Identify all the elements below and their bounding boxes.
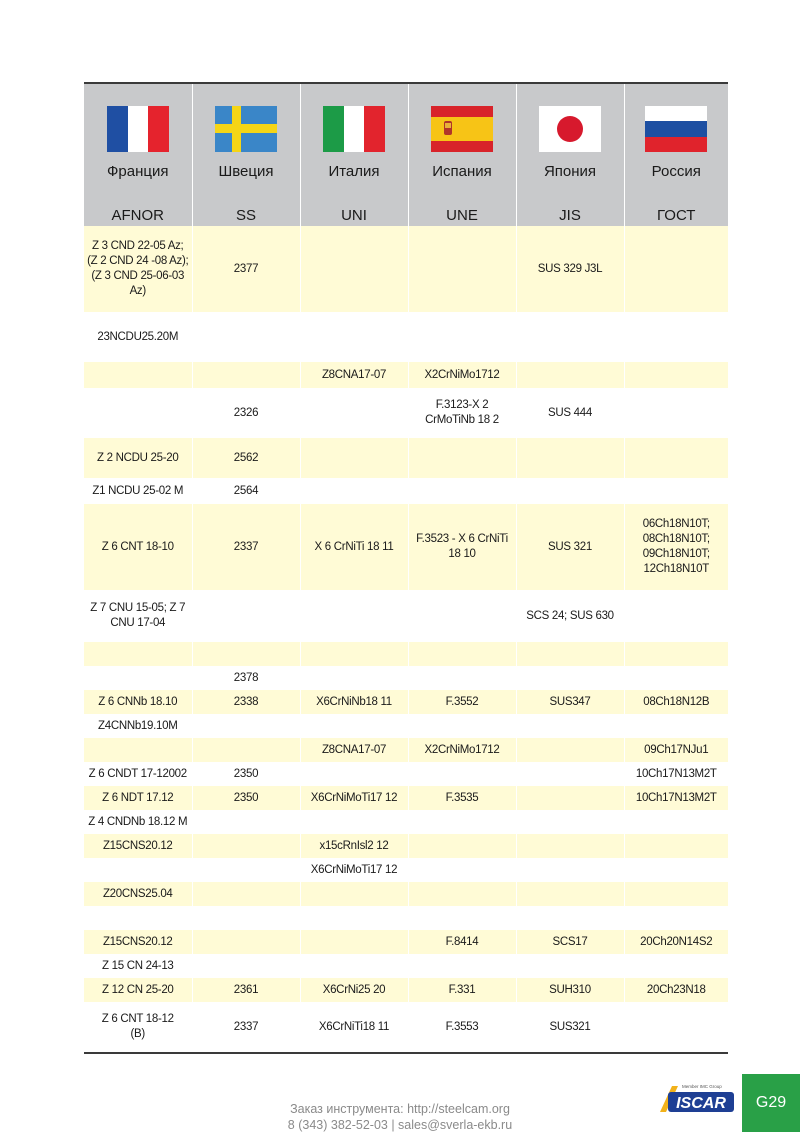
table-cell bbox=[300, 226, 408, 312]
table-cell bbox=[408, 666, 516, 690]
table-cell bbox=[408, 312, 516, 362]
table-cell: F.3523 - X 6 CrNiTi 18 10 bbox=[408, 504, 516, 590]
table-cell bbox=[624, 226, 728, 312]
table-cell bbox=[300, 810, 408, 834]
table-cell: 2562 bbox=[192, 438, 300, 478]
table-cell bbox=[624, 834, 728, 858]
table-cell bbox=[300, 666, 408, 690]
table-cell: F.3553 bbox=[408, 1002, 516, 1052]
table-cell bbox=[84, 642, 192, 666]
table-row bbox=[84, 738, 728, 762]
table-cell: F.331 bbox=[408, 978, 516, 1002]
iscar-logo-icon bbox=[658, 1082, 736, 1114]
table-cell bbox=[408, 590, 516, 642]
table-cell: 2338 bbox=[192, 690, 300, 714]
table-cell: SCS 24; SUS 630 bbox=[516, 590, 624, 642]
standard-label: UNE bbox=[446, 207, 478, 224]
steel-equivalents-table bbox=[84, 84, 728, 1052]
table-cell bbox=[408, 882, 516, 906]
contacts-line[interactable]: 8 (343) 382-52-03 | sales@sverla-ekb.ru bbox=[287, 1118, 513, 1132]
table-header-row bbox=[84, 84, 728, 226]
table-cell bbox=[624, 882, 728, 906]
table-cell: F.3123-X 2 CrMoTiNb 18 2 bbox=[408, 388, 516, 438]
italy-flag-icon bbox=[323, 106, 385, 152]
table-row bbox=[84, 388, 728, 438]
table-cell bbox=[300, 714, 408, 738]
table-cell bbox=[192, 362, 300, 388]
table-cell: x15cRnIsl2 12 bbox=[300, 834, 408, 858]
table-cell bbox=[516, 762, 624, 786]
table-cell: Z1 NCDU 25-02 M bbox=[84, 478, 192, 504]
table-cell bbox=[624, 590, 728, 642]
table-cell bbox=[624, 388, 728, 438]
country-label: Швеция bbox=[218, 163, 274, 180]
logo-tagline: Member IMC Group bbox=[682, 1084, 722, 1089]
table-cell bbox=[192, 738, 300, 762]
table-cell bbox=[516, 666, 624, 690]
header-italy bbox=[300, 84, 408, 226]
table-cell bbox=[300, 438, 408, 478]
table-row bbox=[84, 312, 728, 362]
table-cell bbox=[624, 1002, 728, 1052]
table-cell: 10Ch17N13M2T bbox=[624, 762, 728, 786]
table-cell: 2378 bbox=[192, 666, 300, 690]
japan-flag-icon bbox=[539, 106, 601, 152]
france-flag-icon bbox=[107, 106, 169, 152]
table-cell bbox=[516, 786, 624, 810]
table-cell: Z 6 CNDT 17-12002 bbox=[84, 762, 192, 786]
steel-equivalents-table-wrap bbox=[84, 82, 728, 1054]
table-cell: 2337 bbox=[192, 504, 300, 590]
table-cell: Z 6 CNNb 18.10 bbox=[84, 690, 192, 714]
table-cell bbox=[84, 738, 192, 762]
table-row bbox=[84, 882, 728, 906]
table-cell: 2326 bbox=[192, 388, 300, 438]
sweden-flag-icon bbox=[215, 106, 277, 152]
table-cell bbox=[192, 312, 300, 362]
table-row bbox=[84, 858, 728, 882]
table-cell bbox=[300, 762, 408, 786]
table-cell bbox=[192, 714, 300, 738]
table-cell: X6CrNi25 20 bbox=[300, 978, 408, 1002]
table-cell bbox=[408, 954, 516, 978]
table-cell bbox=[84, 362, 192, 388]
table-row bbox=[84, 954, 728, 978]
table-row bbox=[84, 786, 728, 810]
country-label: Испания bbox=[432, 163, 492, 180]
table-cell: 2337 bbox=[192, 1002, 300, 1052]
table-cell bbox=[624, 478, 728, 504]
table-cell: SUS 329 J3L bbox=[516, 226, 624, 312]
table-cell bbox=[300, 906, 408, 930]
table-cell: Z 12 CN 25-20 bbox=[84, 978, 192, 1002]
table-cell bbox=[516, 714, 624, 738]
table-cell bbox=[300, 478, 408, 504]
table-cell: Z4CNNb19.10M bbox=[84, 714, 192, 738]
table-row bbox=[84, 762, 728, 786]
table-cell: X6CrNiMoTi17 12 bbox=[300, 786, 408, 810]
table-cell: SUS347 bbox=[516, 690, 624, 714]
standard-label: JIS bbox=[559, 207, 581, 224]
table-cell bbox=[516, 438, 624, 478]
table-cell bbox=[624, 954, 728, 978]
table-cell bbox=[192, 810, 300, 834]
standard-label: SS bbox=[235, 207, 256, 224]
table-cell: SCS17 bbox=[516, 930, 624, 954]
table-cell: Z 2 NCDU 25-20 bbox=[84, 438, 192, 478]
table-row bbox=[84, 690, 728, 714]
table-cell bbox=[624, 906, 728, 930]
table-cell bbox=[408, 714, 516, 738]
table-cell: Z8CNA17-07 bbox=[300, 362, 408, 388]
table-cell: Z 7 CNU 15-05; Z 7 CNU 17-04 bbox=[84, 590, 192, 642]
table-cell bbox=[624, 858, 728, 882]
table-cell bbox=[300, 312, 408, 362]
table-cell bbox=[192, 954, 300, 978]
table-cell: X2CrNiMo1712 bbox=[408, 362, 516, 388]
standard-label: UNI bbox=[341, 207, 367, 224]
table-cell bbox=[624, 438, 728, 478]
table-cell: X2CrNiMo1712 bbox=[408, 738, 516, 762]
table-cell: 2350 bbox=[192, 762, 300, 786]
russia-flag-icon bbox=[645, 106, 707, 152]
table-cell bbox=[300, 388, 408, 438]
table-row bbox=[84, 478, 728, 504]
table-cell: 20Ch23N18 bbox=[624, 978, 728, 1002]
footer bbox=[200, 1101, 600, 1133]
table-cell: 09Ch17NJu1 bbox=[624, 738, 728, 762]
table-cell: Z15CNS20.12 bbox=[84, 930, 192, 954]
table-cell bbox=[192, 882, 300, 906]
table-cell bbox=[624, 642, 728, 666]
table-cell bbox=[408, 438, 516, 478]
order-link-line[interactable]: Заказ инструмента: http://steelcam.org bbox=[290, 1102, 510, 1116]
table-cell bbox=[192, 590, 300, 642]
table-cell bbox=[300, 642, 408, 666]
table-cell bbox=[84, 906, 192, 930]
table-cell: X 6 CrNiTi 18 11 bbox=[300, 504, 408, 590]
table-cell: Z 6 CNT 18-12 (B) bbox=[84, 1002, 192, 1052]
table-cell bbox=[192, 906, 300, 930]
table-cell: SUH310 bbox=[516, 978, 624, 1002]
table-cell: F.8414 bbox=[408, 930, 516, 954]
table-row bbox=[84, 642, 728, 666]
table-row bbox=[84, 1002, 728, 1052]
table-cell: Z 6 CNT 18-10 bbox=[84, 504, 192, 590]
table-cell bbox=[408, 810, 516, 834]
table-cell bbox=[84, 858, 192, 882]
header-sweden bbox=[192, 84, 300, 226]
table-cell bbox=[408, 478, 516, 504]
standard-label: ГОСТ bbox=[657, 207, 696, 224]
table-row bbox=[84, 226, 728, 312]
table-row bbox=[84, 810, 728, 834]
header-russia bbox=[624, 84, 728, 226]
table-cell bbox=[408, 858, 516, 882]
table-cell: 20Ch20N14S2 bbox=[624, 930, 728, 954]
table-cell bbox=[516, 906, 624, 930]
table-cell bbox=[84, 388, 192, 438]
table-cell: Z20CNS25.04 bbox=[84, 882, 192, 906]
table-row bbox=[84, 978, 728, 1002]
country-label: Япония bbox=[543, 163, 597, 180]
table-cell bbox=[408, 762, 516, 786]
table-cell: SUS321 bbox=[516, 1002, 624, 1052]
table-cell: SUS 321 bbox=[516, 504, 624, 590]
table-cell bbox=[624, 666, 728, 690]
table-cell bbox=[408, 642, 516, 666]
table-cell bbox=[516, 642, 624, 666]
table-cell: Z 6 NDT 17.12 bbox=[84, 786, 192, 810]
table-cell bbox=[624, 362, 728, 388]
table-cell bbox=[192, 642, 300, 666]
table-cell: 10Ch17N13M2T bbox=[624, 786, 728, 810]
table-row bbox=[84, 504, 728, 590]
table-cell: Z8CNA17-07 bbox=[300, 738, 408, 762]
table-cell bbox=[408, 906, 516, 930]
table-cell: Z15CNS20.12 bbox=[84, 834, 192, 858]
table-cell bbox=[516, 810, 624, 834]
table-cell bbox=[300, 882, 408, 906]
table-cell bbox=[624, 810, 728, 834]
table-row bbox=[84, 834, 728, 858]
table-cell bbox=[192, 858, 300, 882]
table-row bbox=[84, 438, 728, 478]
table-cell: F.3552 bbox=[408, 690, 516, 714]
table-cell bbox=[516, 312, 624, 362]
table-cell bbox=[624, 312, 728, 362]
table-cell bbox=[624, 714, 728, 738]
table-cell bbox=[516, 858, 624, 882]
spain-flag-icon bbox=[431, 106, 493, 152]
table-cell: SUS 444 bbox=[516, 388, 624, 438]
country-label: Россия bbox=[651, 163, 701, 180]
table-cell: X6CrNiTi18 11 bbox=[300, 1002, 408, 1052]
table-cell: 2377 bbox=[192, 226, 300, 312]
table-cell: 2361 bbox=[192, 978, 300, 1002]
table-cell: Z 4 CNDNb 18.12 M bbox=[84, 810, 192, 834]
table-cell: 06Ch18N10T; 08Ch18N10T; 09Ch18N10T; 12Ch18N10T bbox=[624, 504, 728, 590]
table-row bbox=[84, 590, 728, 642]
table-row bbox=[84, 906, 728, 930]
header-france bbox=[84, 84, 192, 226]
table-cell: 2350 bbox=[192, 786, 300, 810]
table-cell: 2564 bbox=[192, 478, 300, 504]
table-cell bbox=[516, 738, 624, 762]
table-bottom-rule bbox=[84, 1052, 728, 1054]
table-cell: 08Ch18N12B bbox=[624, 690, 728, 714]
logo-brand: ISCAR bbox=[676, 1095, 726, 1112]
page-number: G29 bbox=[755, 1094, 787, 1111]
table-cell bbox=[192, 930, 300, 954]
table-row bbox=[84, 666, 728, 690]
table-row bbox=[84, 362, 728, 388]
table-cell: X6CrNiNb18 11 bbox=[300, 690, 408, 714]
table-cell bbox=[516, 362, 624, 388]
table-cell bbox=[300, 590, 408, 642]
table-cell bbox=[408, 226, 516, 312]
table-cell: X6CrNiMoTi17 12 bbox=[300, 858, 408, 882]
table-row bbox=[84, 930, 728, 954]
header-japan bbox=[516, 84, 624, 226]
standard-label: AFNOR bbox=[111, 207, 164, 224]
country-label: Франция bbox=[107, 163, 169, 180]
table-cell bbox=[408, 834, 516, 858]
country-label: Италия bbox=[328, 163, 380, 180]
table-cell bbox=[516, 882, 624, 906]
table-cell bbox=[516, 478, 624, 504]
header-spain bbox=[408, 84, 516, 226]
page-number-tab bbox=[742, 1074, 800, 1132]
table-cell bbox=[516, 954, 624, 978]
table-cell: Z 15 CN 24-13 bbox=[84, 954, 192, 978]
table-cell bbox=[300, 930, 408, 954]
table-cell: F.3535 bbox=[408, 786, 516, 810]
table-cell: 23NCDU25.20M bbox=[84, 312, 192, 362]
table-cell: Z 3 CND 22-05 Az; (Z 2 CND 24 -08 Az); (Z 3 CND 25-06-03 Az) bbox=[84, 226, 192, 312]
table-cell bbox=[84, 666, 192, 690]
table-row bbox=[84, 714, 728, 738]
table-cell bbox=[300, 954, 408, 978]
table-cell bbox=[192, 834, 300, 858]
table-cell bbox=[516, 834, 624, 858]
